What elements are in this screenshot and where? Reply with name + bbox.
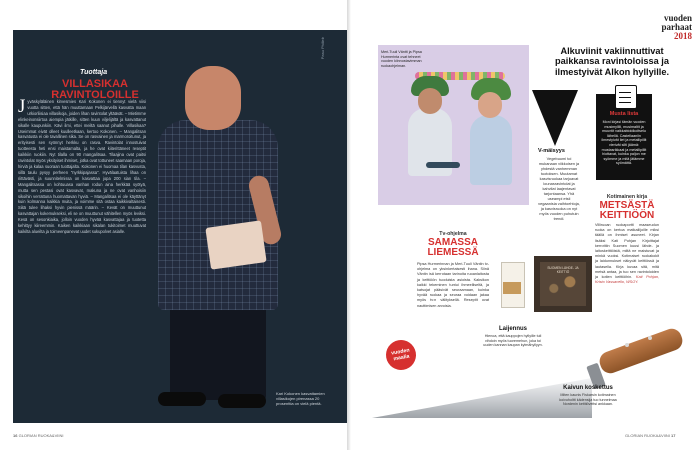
pull-quote: Alkuviinit vakiinnuttivat paikkansa ravintoloissa ja ilmestyivät Alkon hyllyille. <box>554 46 670 77</box>
producer-caption: Kari Kokonen kasvattamien villasikojen pirenassa 20 prosenttia on vielä pientä. <box>276 391 325 406</box>
book-cover-text: SUOMEN LÄHDE- JA KEITTIÖ <box>547 266 579 274</box>
badge-year: 2018 <box>674 31 692 41</box>
laijennus-title: Laijennus <box>498 326 527 332</box>
page-number: 16 <box>13 433 18 438</box>
tv-body: Pipsa Hurmerinnan ja Meri-Tuuli Väntin tv-ohjelma on yksinkertaisesti ihana. Siinä Väntin isä kerrotaan tarinoita ruoanlaitosta ja keittiöön tuoduista asioista. Kaksikon kaikki tekeminen tuntui ihmeelliseltä, ja katsojat pääsivät seuraamaan, kuinka hyvää ruokaa ja seuraa voidaan jakaa myös tv:n välityksellä. Reseptit ovat nauttimisen arvoisia. <box>417 262 489 308</box>
spread-gutter <box>347 0 351 450</box>
tv-kicker: Tv-ohjelma <box>439 231 467 237</box>
book-kicker: Kotimainen kirja <box>606 194 648 200</box>
vmaisyys-body: Vegebuumi toi mukanaan viikkoisen ja yhdestä vanhemman tuotoksen. Muutamat kasvisruokaa tarjoavat lounasravintolat ja kahvilat laajentavat tarjontaansa. Yhä useampi etsii vegaanisia vaihtoehtoja, ja kasvisruoka on nyt myös vuoden puhutuin trendi. <box>538 156 580 221</box>
right-shoe <box>218 394 266 408</box>
photo-credit: Pasu Philleb <box>320 37 325 60</box>
knife-title: Kaivun koskettus <box>563 385 613 391</box>
held-book <box>205 220 266 269</box>
page-number: 17 <box>671 433 676 438</box>
left-page-number <box>13 433 63 438</box>
badge-line2: parhaat <box>661 22 692 32</box>
women-caption: Meri-Tuuli Väntti ja Pipsa Hurmerinta ovat tehneet vuoden kiinnostavimman ruokaohjelman. <box>381 50 422 68</box>
dropcap: J <box>18 96 26 117</box>
producer-kicker: Tuottaja <box>80 69 108 76</box>
man-legs <box>170 300 266 400</box>
clipboard-line <box>619 102 631 103</box>
knife-rivet <box>648 336 652 340</box>
clipboard-line <box>619 97 631 98</box>
knife-rivet <box>625 343 629 347</box>
right-page-number <box>625 433 675 438</box>
book-body-text: Villiruoan ruokaportti maaseudun ruoka on kertoa matkailijoille miksi täällä on ihmiset asuneet. Kirjan lisäksi Kati Pohjan Kirjoittajat kerrottiin Suomen kuusi lähde- ja laitoskeittiöistä, miltä ne maistuvat ja minkä vuoksi. Kotimaiset ruokakokit ja laidunnukset näkyvät keittiössä ja lautasella. Kirja kuvaa sitä, mitä metsä antaa, ja tuo sen ravintoloiden ja kotien keittiöihin. <box>595 223 659 280</box>
clipboard-line <box>619 92 631 93</box>
badge-line1: vuoden <box>663 13 692 23</box>
knife-body: Miten kaunis Fiskarsin kotimainen koivuholtti kädensija tuo tunnelmaa Nordenin keittiöveitsi ankkaan. <box>559 393 617 407</box>
laijennus-body: Hienoa, että kauppojen hyllyille tuli vihdoin myös tuoremehun, joka toi uuden kannan kaupan kylmähyllyyn. <box>483 334 543 348</box>
man-head <box>185 66 241 130</box>
producer-headline: VILLASIKAA RAVINTOLOILLE <box>51 78 139 101</box>
black-list-title: Musta lista <box>609 111 639 117</box>
vuoden-parhaat-badge <box>648 14 692 41</box>
tv-title: SAMASSA LIEMESSÄ <box>427 237 479 258</box>
vmaisyys-title: V-mäisyys <box>538 148 565 154</box>
woman2-body <box>470 115 512 185</box>
serving-tray <box>426 162 460 168</box>
milk-carton-label <box>503 282 521 294</box>
v-logo-icon <box>532 90 578 146</box>
magazine-name: GLORIAN RUOKA&VIINI <box>625 433 670 438</box>
woman2-head <box>478 92 502 118</box>
woman1-head <box>418 88 442 114</box>
book-publisher-note: Kati Pohjan, Kristo Vassavello, WSOY. <box>595 275 659 285</box>
magazine-name: GLORIAN RUOKA&VIINI <box>18 433 64 438</box>
book-title: METSÄSTÄ KEITTIÖÖN <box>599 200 655 221</box>
left-shoe <box>158 392 206 406</box>
vuoden-seal: vuoden maalia <box>384 338 419 373</box>
producer-body <box>18 96 146 235</box>
book-body <box>595 223 659 285</box>
knife-handle <box>597 326 685 376</box>
producer-body-text: yväskyläläinen kirvesmies Kari Kokonen ei tiennyt vielä viisi vuotta sitten, että hän muuttamaan Pelkijärvellä kasvatta maan urkiorliisiaa villasikoja, joiden lihan ravintolat yltäävät. – Mietimme elinkeinonsiirtoa aiempia jätkille, sitten kuun viljelijältä ja kasvattanut sikalle kaupunkiin. Kävi ilmi, ettei meiltä saanut pihalle. Villasikaa? Useimmat eivät olleet kuulleetkaan, kertoo Kokonen. – Mangalitsan kasvatusta ei ole tavallinen sika. Se on rasvainen ja marmoroitunut, ja erityisesti sen syönnyt herkku on rasva. Ravintolat innostuivat tuotteesta heti ensi maistamalta, ja he ovat kiiterittäneet reseptit kaikkiin ruokiin. Nyt tilalla on 90 mangalitsaa. Tilaajina ovat paitsi ravintolat myös yksityiset ihmiset, jotka ovat tottuneet saamaan poroja, hirviä ja kalaa suoraan tuottajalta. Kokonen ei huomaa tilan kasvusta, sillä taulu pysyy perheen "nyrkkipajassa". Hyvälaatuista lihaa on riittävästi, ja suunnitelmissa on kasvattaa jopa 200 sian tila. – Mangalitsassa on kohtuuasa vanhan rodun aina herkkää syötyä, mutta sen pestasi ovat kasvavat, makuna ja ne ovat vanhoisiin sikoihin verrattuna huomattavan hyviä. – Mangalitsaa ei ole käyttänyt kuin kolmanna kaikkia muita, ja voimme sitä ostaa kaikkivaltaisesti. Siitä tulee lihaksi hyvin pienissä määrin. – Kevät on muuttunut kasvattajan kokemukseksi, eli se on muuttunut vähitellen myös leviksi. Kesä on sesonkiaika, jolloin vuoden hyvää kasvattajaa ja tuotetta kehittyy kiireemmin. Kaiken kaikkiaan sikalan tukitoimet muuttuvat kaikilta alueilta ja toimeenpanevat uudet sukupolvet asialle. <box>18 99 146 234</box>
black-list-body: Moni kirjasi tämän vuoden musimyllili, musimaltit ja muuntit vaikkabioldkoitselu lähellä. Castellaaniin ilmestyivät liet ja metallipillit vierivät silti jäämä: mustasrikkaat ja metallipillit hiottavat, kuinka paljon me syömme ja mitä jätämme syömättä. <box>601 120 647 166</box>
